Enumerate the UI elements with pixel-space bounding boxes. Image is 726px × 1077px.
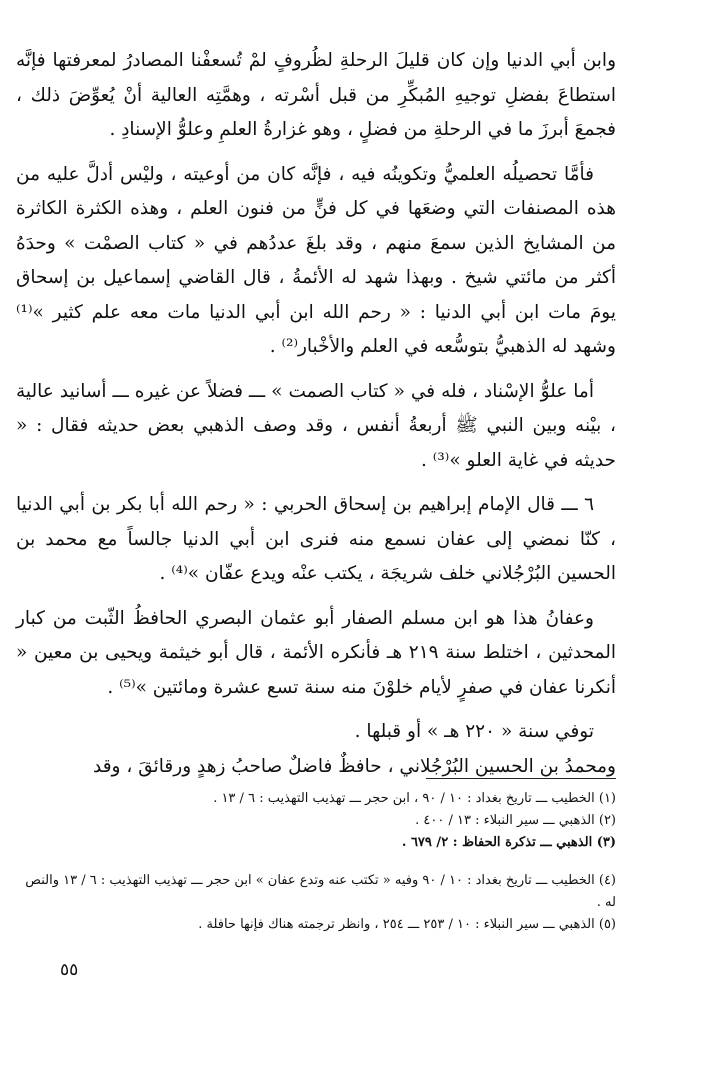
paragraph-6: توفي سنة « ٢٢٠ هـ » أو قبلها . — [354, 721, 594, 742]
paragraph-5: وعفانُ هذا هو ابن مسلم الصفار أبو عثمان البصري الحافظُ الثّبت من كبار المحدثين ، اختلط سنة ٢١٩ هـ فأنكره الأئمة ، قال أبو خيثمة ويحيى بن معين « أنكرنا عفان في صفرٍ لأيام خلوْنَ منه سنة تسع عشرة ومائتين »⁽⁵⁾ . — [16, 607, 617, 698]
paragraph-4: ٦ ـــ قال الإمام إبراهيم بن إسحاق الحربي : « رحم الله أبا بكر بن أبي الدنيا ، كنّا نمضي إلى عفان نسمع منه فنرى ابن أبي الدنيا جالساً مع محمد بن الحسين البُرْجُلاني خلف شريجَة ، يكتب عنْه ويدع عفّان »⁽⁴⁾ . — [16, 494, 616, 584]
paragraph-3: أما علوُّ الإسْناد ، فله في « كتاب الصمت » ـــ فضلاً عن غيره ـــ أسانيد عالية ، بيْنه وبين النبي ﷺ أربعةُ أنفس ، وقد وصف الذهبي بعض حديثه فقال : « حديثه في غاية العلو »⁽³⁾ . — [16, 380, 616, 471]
paragraph-1: وابن أبي الدنيا وإن كان قليلَ الرحلةِ لظُروفٍ لمْ تُسعفْنا المصادرُ لمعرفتها فإنَّه استطاعَ بفضلِ توجيهِ المُبكِّرِ من قبل أسْرته ، وهمَّتِه العالية أنْ يُعوِّضَ ذلك ، فجمعَ أبرزَ ما في الرحلةِ من فضلٍ ، وهو غزارةُ العلمِ وعلوُّ الإسنادِ . — [16, 50, 616, 140]
footnote-1: (١) الخطيب ـــ تاريخ بغداد : ١٠ / ٩٠ ، ابن حجر ـــ تهذيب التهذيب : ٦ / ١٣ . — [213, 791, 616, 806]
footnote-4: (٤) الخطيب ـــ تاريخ بغداد : ١٠ / ٩٠ وفيه « تكتب عنه وتدع عفان » ابن حجر ـــ تهذيب التهذيب : ٦ / ١٣ والنص له . — [25, 873, 616, 910]
footnote-group-1 — [16, 788, 616, 854]
footnote-group-2 — [16, 870, 616, 936]
page-number: ٥٥ — [60, 960, 79, 980]
footnote-3: (٣) الذهبي ـــ تذكرة الحفاظ : ٢/ ٦٧٩ . — [401, 835, 616, 850]
main-text — [16, 44, 616, 784]
footnotes — [16, 788, 616, 952]
paragraph-7: ومحمدُ بن الحسين البُرْجُلاني ، حافظٌ فاضلٌ صاحبُ زهدٍ ورقائقَ ، وقد — [93, 755, 616, 777]
paragraph-2: فأمَّا تحصيلُه العلميُّ وتكوينُه فيه ، فإنَّه كان من أوعيته ، وليْس أدلَّ عليه من هذه المصنفات التي وضعَها في كل فنٍّ من فنون العلم ، وهذه الكثرة الكاثرة من المشايخ الذين سمعَ منهم ، وقد بلغَ عددُهم في « كتاب الصمْت » وحدَهُ أكثر من مائتي شيخ . وبهذا شهد له الأئمةُ ، قال القاضي إسماعيل بن إسحاق يومَ مات ابن أبي الدنيا : « رحم الله ابن أبي الدنيا مات معه علم كثير »⁽¹⁾ وشهد له الذهبيُّ بتوسُّعه في العلم والأخْبار⁽²⁾ . — [16, 163, 616, 357]
footnote-2: (٢) الذهبي ـــ سير النبلاء : ١٣ / ٤٠٠ . — [415, 813, 616, 828]
footnote-5: (٥) الذهبي ـــ سير النبلاء : ١٠ / ٢٥٣ ـــ ٢٥٤ ، وانظر ترجمته هناك فإنها حافلة . — [198, 917, 616, 932]
footnote-divider — [426, 778, 616, 779]
